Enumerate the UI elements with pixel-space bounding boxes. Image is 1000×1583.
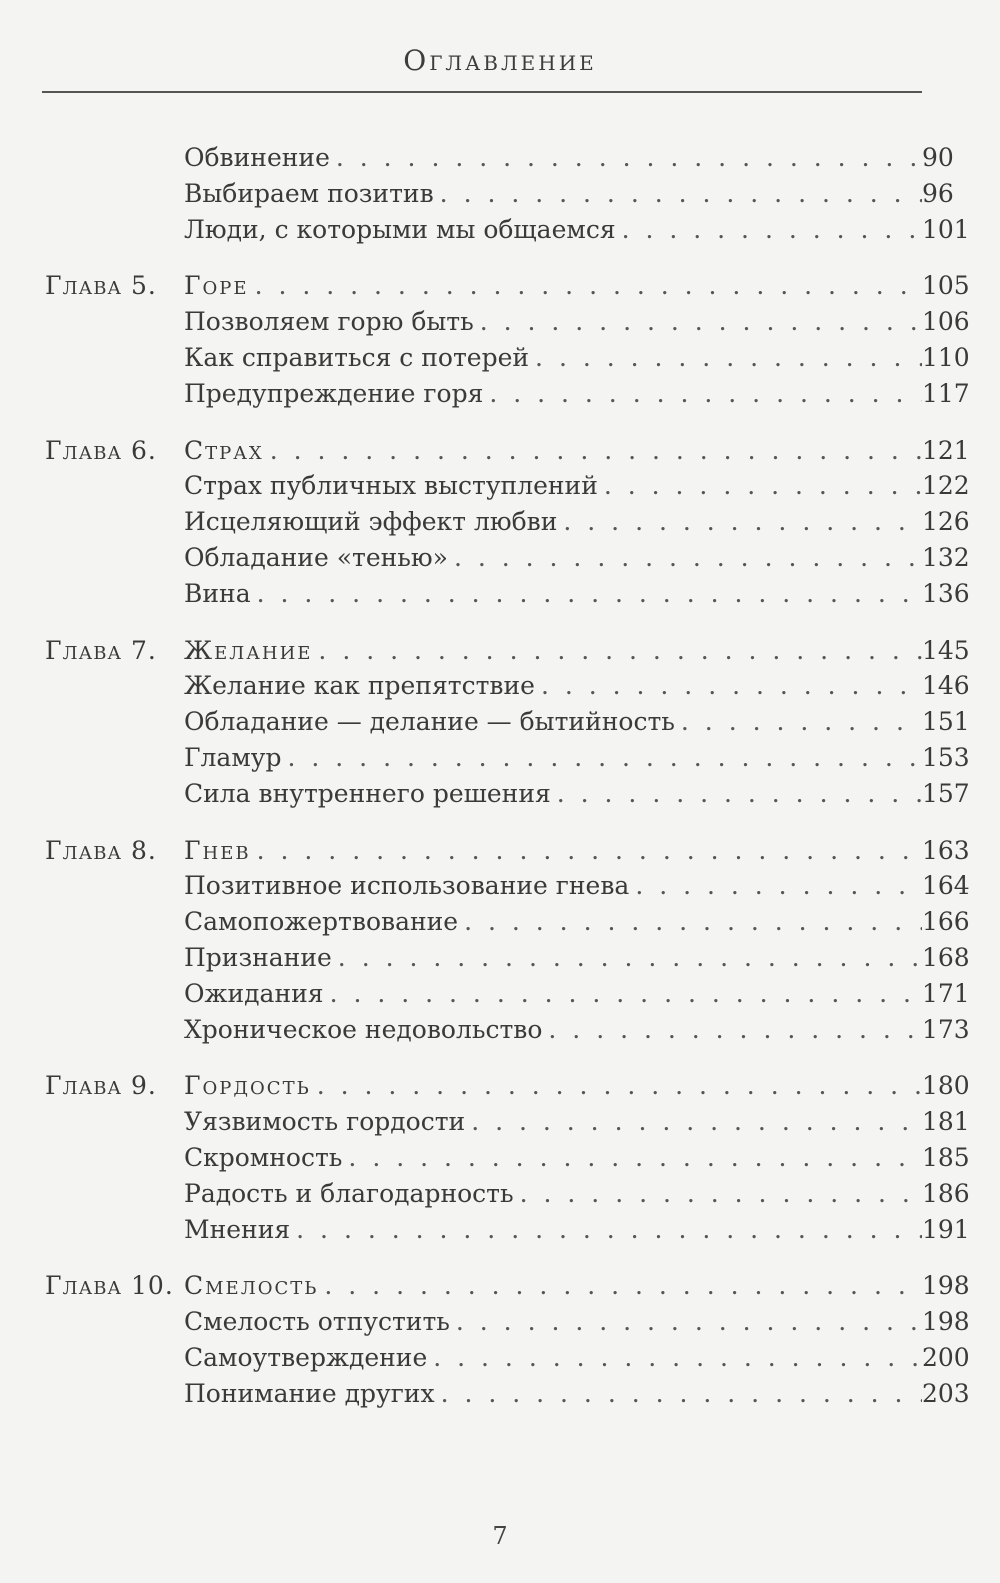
toc-entry-row[interactable] — [0, 176, 1000, 212]
entry-title: Уязвимость гордости — [184, 1107, 466, 1137]
entry-title: Гламур — [184, 742, 282, 772]
dot-leader — [348, 1140, 922, 1176]
dot-leader — [338, 940, 922, 976]
entry-page-number: 136 — [922, 578, 970, 608]
entry-leader — [184, 704, 922, 740]
entry-page-number: 164 — [922, 871, 970, 901]
dot-leader — [480, 304, 922, 340]
entry-leader — [184, 668, 922, 704]
toc-entry-row[interactable] — [0, 1304, 1000, 1340]
entry-leader — [184, 576, 922, 612]
toc-entry-row[interactable] — [0, 340, 1000, 376]
toc-entry-row[interactable] — [0, 468, 1000, 504]
entry-page-number: 173 — [922, 1014, 970, 1044]
dot-leader — [441, 1376, 922, 1412]
toc-chapter-row[interactable] — [0, 1068, 1000, 1104]
toc-entry-row[interactable] — [0, 776, 1000, 812]
entry-title: Страх публичных выступлений — [184, 471, 598, 501]
entry-title: Гнев — [184, 835, 251, 865]
entry-title: Смелость — [184, 1271, 319, 1301]
toc-chapter-row[interactable] — [0, 633, 1000, 669]
entry-leader — [184, 376, 922, 412]
toc-entry-row[interactable] — [0, 1176, 1000, 1212]
entry-page-number: 110 — [922, 342, 970, 372]
entry-title: Признание — [184, 942, 332, 972]
toc-entry-row[interactable] — [0, 704, 1000, 740]
entry-page-number: 105 — [922, 271, 970, 301]
entry-page-number: 171 — [922, 978, 970, 1008]
entry-leader — [184, 1268, 922, 1304]
entry-title: Гордость — [184, 1071, 311, 1101]
dot-leader — [557, 776, 922, 812]
entry-title: Смелость отпустить — [184, 1307, 450, 1337]
dot-leader — [257, 833, 922, 869]
chapter-label: Глава 7. — [45, 635, 157, 665]
toc-entry-row[interactable] — [0, 1340, 1000, 1376]
entry-title: Желание как препятствие — [184, 671, 535, 701]
entry-page-number: 132 — [922, 542, 970, 572]
entry-leader — [184, 1012, 922, 1048]
dot-leader — [454, 540, 922, 576]
dot-leader — [336, 140, 922, 176]
toc-group — [0, 1068, 1000, 1247]
dot-leader — [440, 176, 922, 212]
entry-page-number: 151 — [922, 707, 970, 737]
entry-leader — [184, 340, 922, 376]
dot-leader — [681, 704, 922, 740]
toc-entry-row[interactable] — [0, 668, 1000, 704]
entry-leader — [184, 140, 922, 176]
chapter-label: Глава 6. — [45, 435, 157, 465]
entry-title: Радость и благодарность — [184, 1178, 514, 1208]
entry-leader — [184, 776, 922, 812]
entry-page-number: 185 — [922, 1142, 970, 1172]
entry-title: Страх — [184, 435, 264, 465]
entry-title: Обвинение — [184, 143, 330, 172]
entry-leader — [184, 1304, 922, 1340]
entry-page-number: 146 — [922, 671, 970, 701]
dot-leader — [464, 904, 922, 940]
toc-entry-row[interactable] — [0, 540, 1000, 576]
dot-leader — [330, 976, 922, 1012]
entry-title: Самопожертвование — [184, 907, 459, 937]
entry-title: Исцеляющий эффект любви — [184, 507, 558, 537]
entry-page-number: 121 — [922, 435, 970, 465]
toc-entry-row[interactable] — [0, 1376, 1000, 1412]
dot-leader — [489, 376, 922, 412]
entry-title: Желание — [184, 635, 313, 665]
dot-leader — [317, 1068, 922, 1104]
entry-page-number: 122 — [922, 471, 970, 501]
entry-page-number: 157 — [922, 778, 970, 808]
entry-page-number: 101 — [922, 214, 970, 244]
dot-leader — [520, 1176, 922, 1212]
entry-leader — [184, 1176, 922, 1212]
entry-leader — [184, 304, 922, 340]
entry-title: Обладание — делание — бытийность — [184, 707, 675, 737]
entry-title: Позволяем горю быть — [184, 307, 474, 337]
entry-leader — [184, 1340, 922, 1376]
entry-title: Как справиться с потерей — [184, 342, 530, 372]
chapter-label: Глава 8. — [45, 835, 157, 865]
entry-page-number: 200 — [922, 1342, 970, 1372]
entry-title: Понимание других — [184, 1378, 435, 1408]
dot-leader — [456, 1304, 922, 1340]
entry-leader — [184, 212, 922, 248]
toc-chapter-row[interactable] — [0, 433, 1000, 469]
entry-page-number: 180 — [922, 1071, 970, 1101]
entry-title: Горе — [184, 271, 249, 301]
dot-leader — [535, 340, 922, 376]
dot-leader — [324, 1268, 922, 1304]
dot-leader — [622, 212, 922, 248]
dot-leader — [471, 1104, 922, 1140]
entry-leader — [184, 1104, 922, 1140]
entry-leader — [184, 176, 922, 212]
toc-entry-row[interactable] — [0, 576, 1000, 612]
entry-leader — [184, 268, 922, 304]
entry-title: Обладание «тенью» — [184, 542, 448, 572]
entry-page-number: 198 — [922, 1307, 970, 1337]
entry-page-number: 117 — [922, 378, 970, 408]
toc-entry-row[interactable] — [0, 1212, 1000, 1248]
dot-leader — [541, 668, 922, 704]
toc-entry-row[interactable] — [0, 1104, 1000, 1140]
toc-entry-row[interactable] — [0, 976, 1000, 1012]
entry-leader — [184, 633, 922, 669]
toc-entry-row[interactable] — [0, 904, 1000, 940]
entry-leader — [184, 1376, 922, 1412]
entry-title: Вина — [184, 578, 251, 608]
entry-page-number: 163 — [922, 835, 970, 865]
entry-page-number: 106 — [922, 307, 970, 337]
entry-title: Позитивное использование гнева — [184, 871, 630, 901]
entry-leader — [184, 1068, 922, 1104]
dot-leader — [270, 433, 922, 469]
toc-group — [0, 833, 1000, 1048]
entry-leader — [184, 540, 922, 576]
entry-leader — [184, 976, 922, 1012]
toc-entry-row[interactable] — [0, 212, 1000, 248]
entry-page-number: 198 — [922, 1271, 970, 1301]
chapter-label: Глава 5. — [45, 271, 157, 301]
entry-leader — [184, 940, 922, 976]
toc-entry-row[interactable] — [0, 376, 1000, 412]
entry-title: Скромность — [184, 1142, 343, 1172]
entry-page-number: 203 — [922, 1378, 970, 1408]
page-number: 7 — [492, 1522, 508, 1550]
toc-chapter-row[interactable] — [0, 1268, 1000, 1304]
entry-leader — [184, 904, 922, 940]
entry-page-number: 126 — [922, 507, 970, 537]
dot-leader — [255, 268, 922, 304]
dot-leader — [433, 1340, 922, 1376]
entry-title: Самоутверждение — [184, 1342, 428, 1372]
dot-leader — [257, 576, 922, 612]
entry-page-number: 166 — [922, 907, 970, 937]
dot-leader — [604, 468, 922, 504]
entry-title: Люди, с которыми мы общаемся — [184, 214, 616, 244]
entry-leader — [184, 468, 922, 504]
entry-page-number: 145 — [922, 635, 970, 665]
entry-title: Предупреждение горя — [184, 378, 484, 408]
header-rule — [42, 91, 922, 93]
entry-page-number: 186 — [922, 1178, 970, 1208]
dot-leader — [548, 1012, 922, 1048]
entry-page-number: 90 — [922, 143, 954, 172]
chapter-label: Глава 9. — [45, 1071, 157, 1101]
toc-group — [0, 433, 1000, 612]
entry-title: Ожидания — [184, 978, 324, 1008]
toc-entry-row[interactable] — [0, 940, 1000, 976]
entry-title: Сила внутреннего решения — [184, 778, 551, 808]
toc-entry-row[interactable] — [0, 868, 1000, 904]
entry-page-number: 191 — [922, 1214, 970, 1244]
toc-group — [0, 268, 1000, 411]
entry-leader — [184, 868, 922, 904]
entry-page-number: 168 — [922, 942, 970, 972]
entry-leader — [184, 833, 922, 869]
chapter-label: Глава 10. — [45, 1271, 174, 1301]
toc-group — [0, 140, 1000, 247]
dot-leader — [288, 740, 923, 776]
toc-entry-row[interactable] — [0, 1140, 1000, 1176]
entry-page-number: 153 — [922, 742, 970, 772]
dot-leader — [635, 868, 922, 904]
entry-leader — [184, 433, 922, 469]
toc-entry-row[interactable] — [0, 504, 1000, 540]
table-of-contents — [0, 140, 1000, 1433]
entry-leader — [184, 740, 922, 776]
toc-entry-row[interactable] — [0, 140, 1000, 176]
toc-chapter-row[interactable] — [0, 833, 1000, 869]
entry-title: Хроническое недовольство — [184, 1014, 543, 1044]
page-header-title: Оглавление — [403, 44, 597, 77]
dot-leader — [296, 1212, 922, 1248]
entry-page-number: 96 — [922, 178, 954, 208]
entry-title: Мнения — [184, 1214, 291, 1244]
dot-leader — [318, 633, 922, 669]
dot-leader — [563, 504, 922, 540]
toc-group — [0, 633, 1000, 812]
toc-entry-row[interactable] — [0, 740, 1000, 776]
entry-title: Выбираем позитив — [184, 178, 434, 208]
toc-group — [0, 1268, 1000, 1411]
entry-leader — [184, 1212, 922, 1248]
entry-leader — [184, 504, 922, 540]
toc-chapter-row[interactable] — [0, 268, 1000, 304]
toc-entry-row[interactable] — [0, 304, 1000, 340]
entry-page-number: 181 — [922, 1107, 970, 1137]
toc-entry-row[interactable] — [0, 1012, 1000, 1048]
entry-leader — [184, 1140, 922, 1176]
